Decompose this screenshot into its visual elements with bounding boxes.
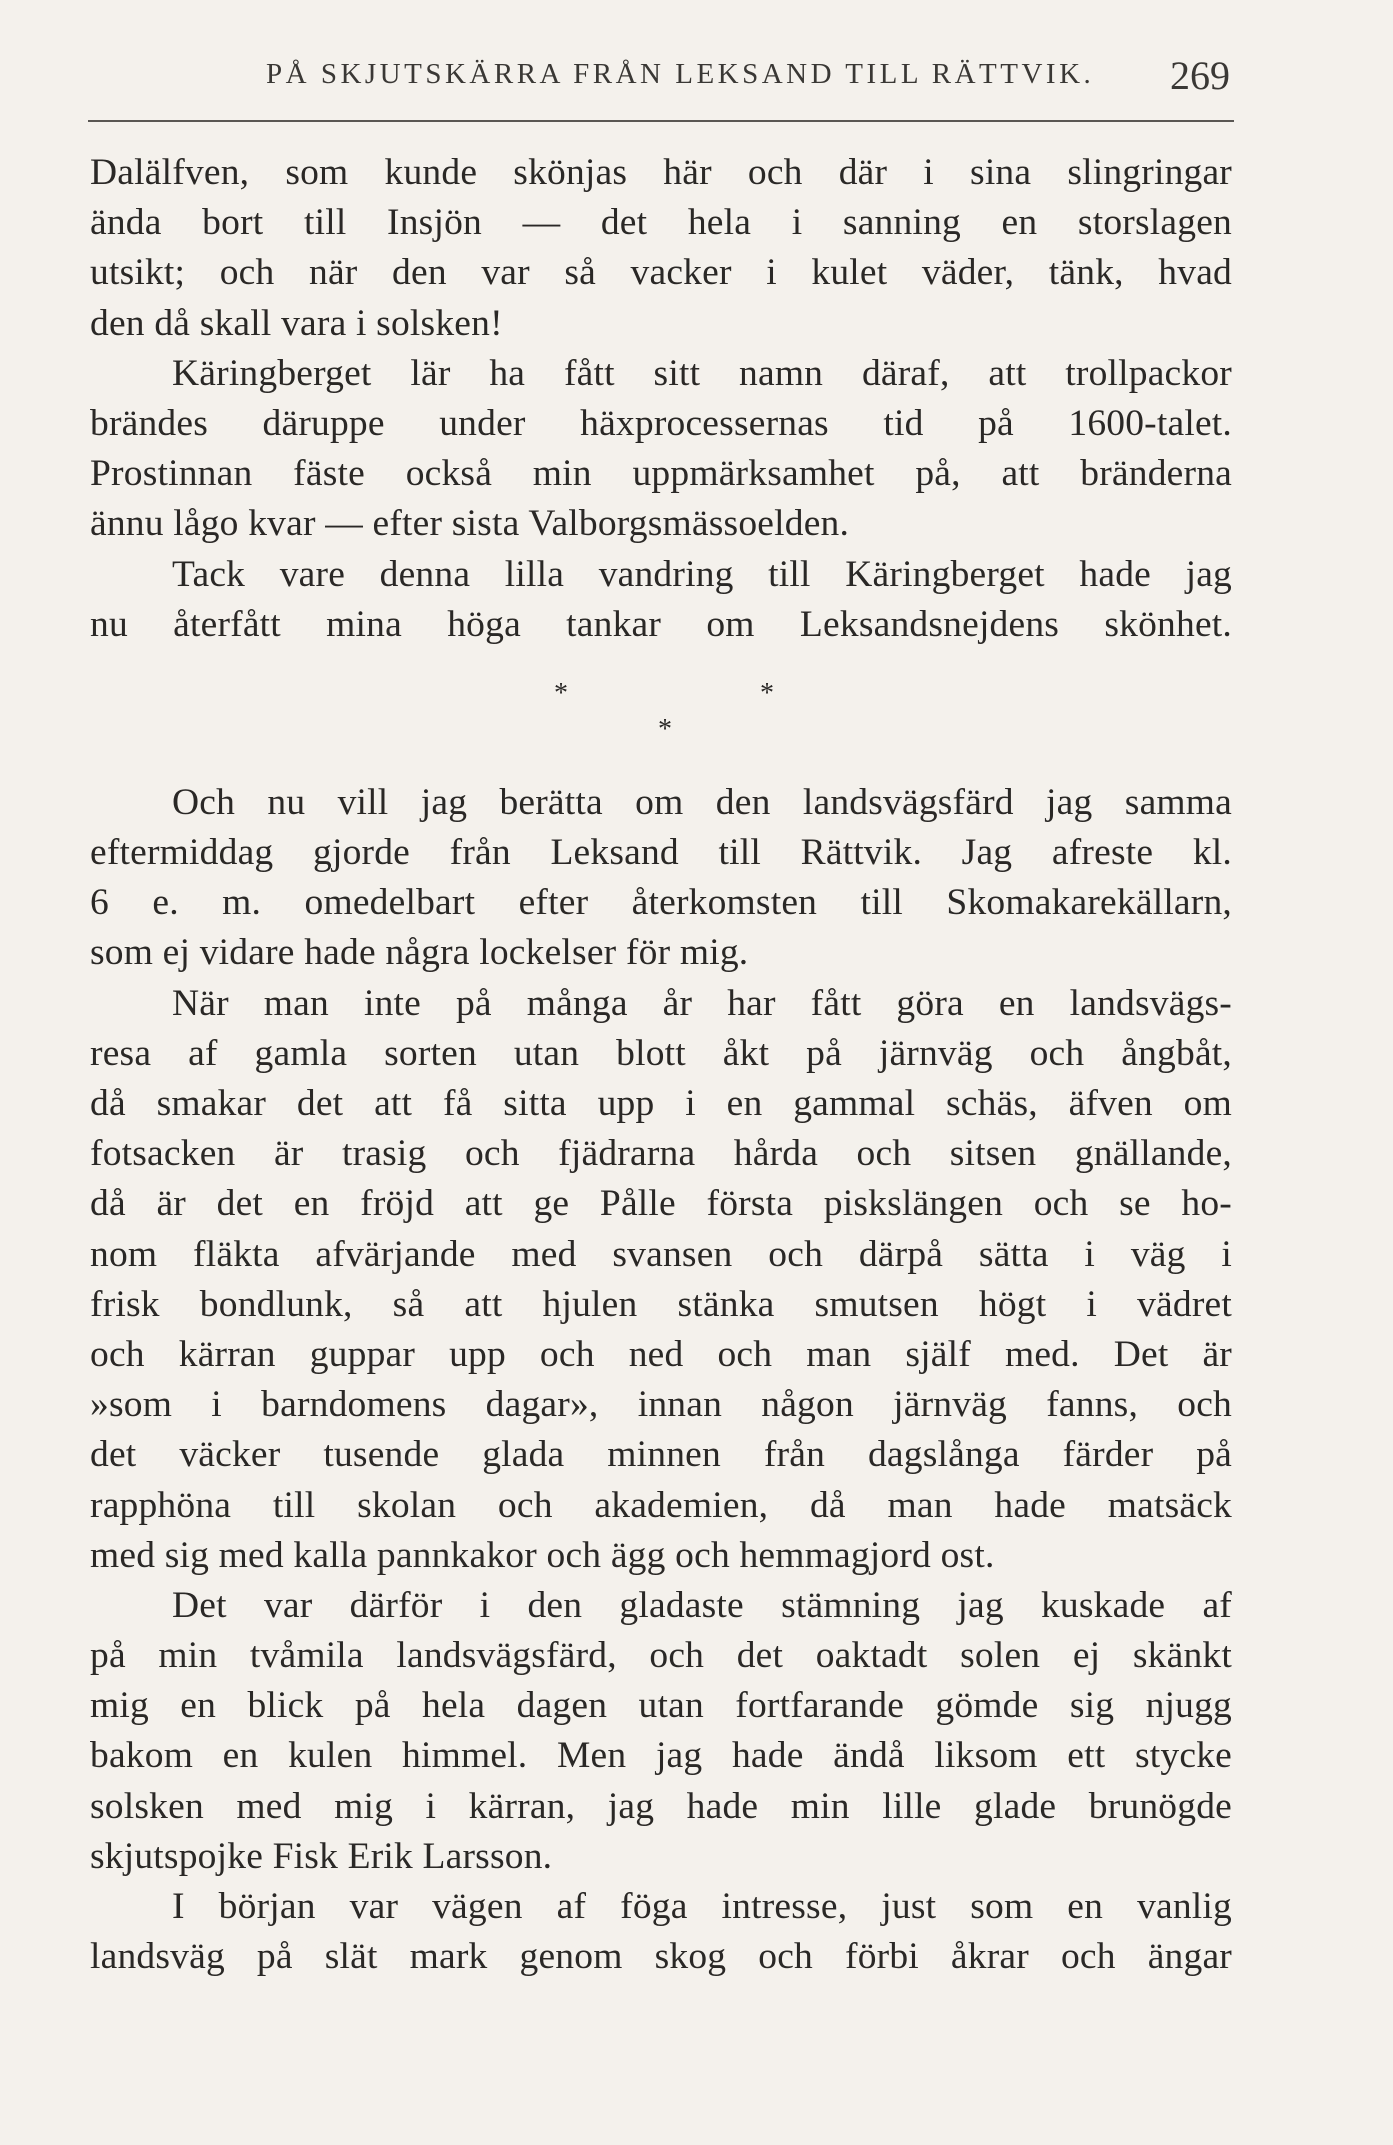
text-line: med sig med kalla pannkakor och ägg och hemmagjord ost. (90, 1534, 995, 1576)
text-line: bakom en kulen himmel. Men jag hade ändå liksom ett stycke (90, 1735, 1232, 1777)
text-line: nu återfått mina höga tankar om Leksandsnejdens skönhet. (90, 603, 1232, 645)
text-line: fotsacken är trasig och fjädrarna hårda och sitsen gnällande, (90, 1133, 1232, 1175)
text-line: Det var därför i den gladaste stämning jag kuskade af (172, 1584, 1232, 1626)
text-line: det väcker tusende glada minnen från dagslånga färder på (90, 1434, 1232, 1476)
text-line: den då skall vara i solsken! (90, 302, 503, 344)
text-line: Prostinnan fäste också min uppmärksamhet på, att bränderna (90, 453, 1232, 495)
text-line: på min tvåmila landsvägsfärd, och det oaktadt solen ej skänkt (90, 1635, 1232, 1677)
section-break-asterism (90, 650, 1232, 778)
running-title: PÅ SKJUTSKÄRRA FRÅN LEKSAND TILL RÄTTVIK. (266, 58, 1095, 90)
text-line: resa af gamla sorten utan blott åkt på järnväg och ångbåt, (90, 1032, 1232, 1074)
text-line: Käringberget lär ha fått sitt namn däraf, att trollpackor (172, 352, 1232, 394)
text-line: eftermiddag gjorde från Leksand till Rättvik. Jag afreste kl. (90, 832, 1232, 874)
text-line: »som i barndomens dagar», innan någon järnväg fanns, och (90, 1384, 1232, 1426)
text-line: nom fläkta afvärjande med svansen och därpå sätta i väg i (90, 1233, 1232, 1275)
text-line: frisk bondlunk, så att hjulen stänka smutsen högt i vädret (90, 1283, 1232, 1325)
text-line: Och nu vill jag berätta om den landsvägsfärd jag samma (172, 781, 1232, 823)
text-line: som ej vidare hade några lockelser för mig. (90, 932, 749, 974)
text-line: I början var vägen af föga intresse, just som en vanlig (172, 1886, 1232, 1927)
text-line: utsikt; och när den var så vacker i kulet väder, tänk, hvad (90, 252, 1232, 294)
text-line: skjutspojke Fisk Erik Larsson. (90, 1835, 553, 1877)
asterisk: * (760, 677, 774, 709)
page-number: 269 (1170, 53, 1230, 98)
text-line: ännu lågo kvar — efter sista Valborgsmässoelden. (90, 503, 850, 545)
text-line: Tack vare denna lilla vandring till Käringberget hade jag (172, 553, 1232, 595)
text-line: brändes däruppe under häxprocessernas tid på 1600-talet. (90, 402, 1232, 444)
body-text (90, 148, 1232, 1982)
text-line: ända bort till Insjön — det hela i sanning en storslagen (90, 202, 1232, 244)
text-line: mig en blick på hela dagen utan fortfarande gömde sig njugg (90, 1685, 1232, 1727)
running-head (90, 52, 1230, 102)
text-line: och kärran guppar upp och ned och man själf med. Det är (90, 1333, 1232, 1375)
text-line: Dalälfven, som kunde skönjas här och där i sina slingringar (90, 152, 1232, 193)
text-line: När man inte på många år har fått göra en landsvägs- (172, 982, 1232, 1024)
text-line: 6 e. m. omedelbart efter återkomsten till Skomakarekällarn, (90, 882, 1232, 924)
text-line: rapphöna till skolan och akademien, då man hade matsäck (90, 1484, 1232, 1526)
text-line: då smakar det att få sitta upp i en gammal schäs, äfven om (90, 1083, 1232, 1124)
text-line: landsväg på slät mark genom skog och förbi åkrar och ängar (90, 1936, 1232, 1978)
text-line: solsken med mig i kärran, jag hade min lille glade brunögde (90, 1785, 1232, 1827)
asterisk: * (554, 677, 568, 709)
asterisk: * (658, 713, 672, 745)
text-line: då är det en fröjd att ge Pålle första piskslängen och se ho- (90, 1183, 1232, 1225)
header-rule (88, 120, 1234, 122)
